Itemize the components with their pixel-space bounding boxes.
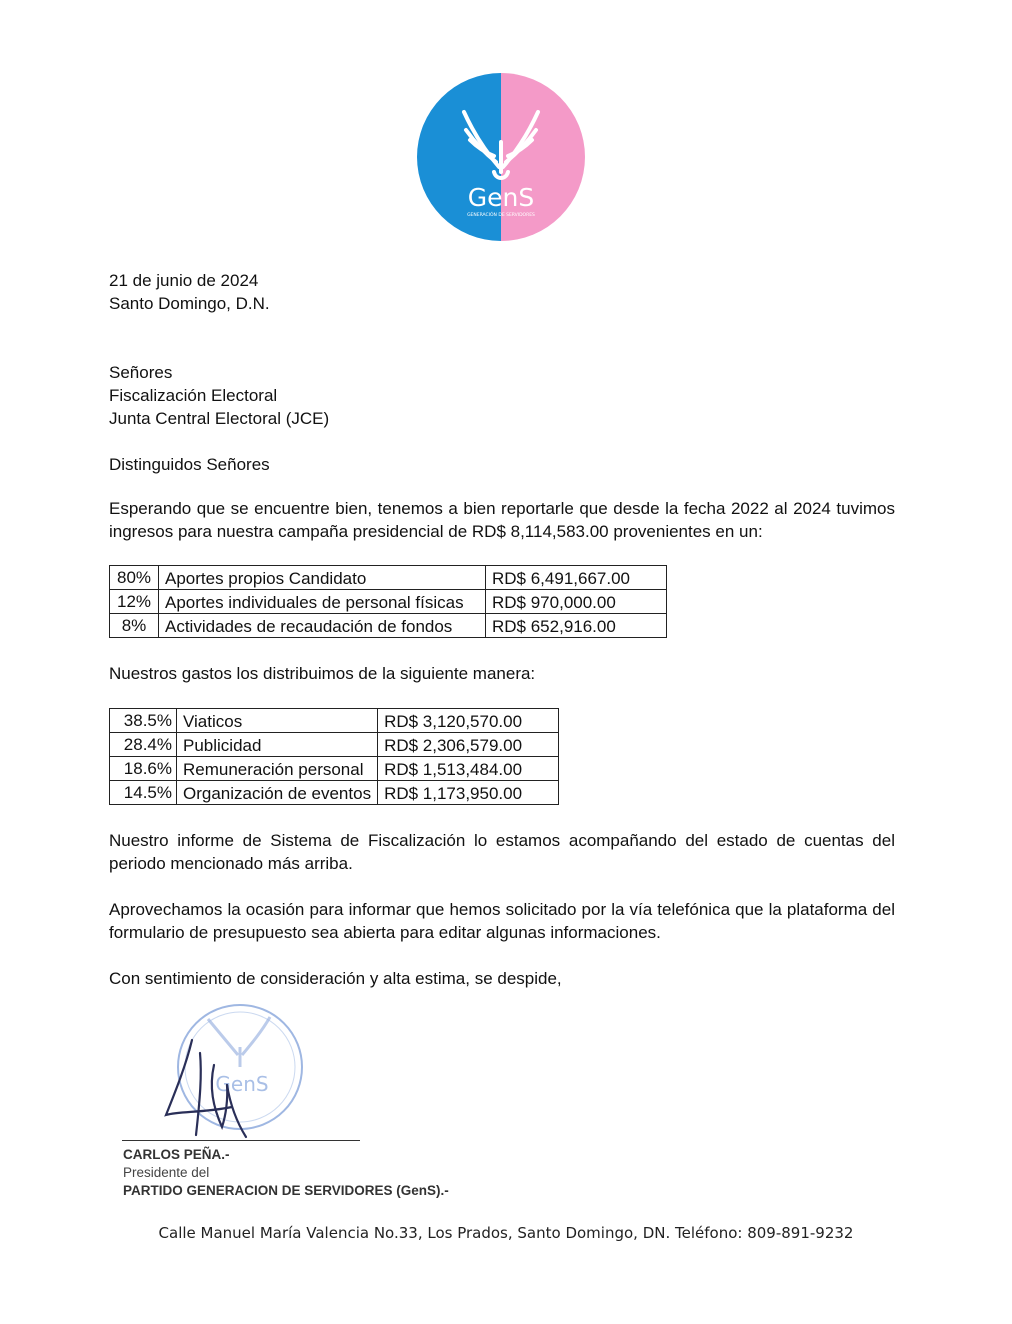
expenses-table [109, 708, 559, 805]
salutation: Distinguidos Señores [109, 455, 270, 474]
signer-name: CARLOS PEÑA.- [123, 1147, 230, 1162]
table-row [110, 757, 559, 781]
income-desc: Actividades de recaudación de fondos [159, 614, 486, 638]
signature-line [122, 1140, 360, 1141]
table-row [110, 733, 559, 757]
expense-pct: 14.5% [110, 781, 177, 805]
signer-party: PARTIDO GENERACION DE SERVIDORES (GenS).- [123, 1183, 449, 1198]
table-row [110, 781, 559, 805]
paragraph-expenses: Nuestros gastos los distribuimos de la siguiente manera: [109, 664, 536, 683]
logo-subtitle: GENERACIÓN DE SERVIDORES [467, 213, 535, 218]
place-line: Santo Domingo, D.N. [109, 294, 270, 313]
income-desc: Aportes individuales de personal físicas [159, 590, 486, 614]
recipient-line-2: Fiscalización Electoral [109, 386, 278, 405]
income-pct: 8% [110, 614, 159, 638]
table-row [110, 709, 559, 733]
logo-text: GenS [467, 183, 535, 212]
signer-title: Presidente del [123, 1165, 210, 1180]
recipient-line-1: Señores [109, 363, 173, 382]
expense-desc: Remuneración personal [177, 757, 378, 781]
table-row [110, 590, 667, 614]
closing-line: Con sentimiento de consideración y alta estima, se despide, [109, 969, 562, 988]
income-pct: 80% [110, 566, 159, 590]
footer-address: Calle Manuel María Valencia No.33, Los Prados, Santo Domingo, DN. Teléfono: 809-891-9232 [158, 1224, 854, 1242]
date-line: 21 de junio de 2024 [109, 271, 259, 290]
expense-desc: Publicidad [177, 733, 378, 757]
gens-logo [416, 72, 586, 242]
expense-pct: 18.6% [110, 757, 177, 781]
expense-amount: RD$ 3,120,570.00 [378, 709, 559, 733]
income-desc: Aportes propios Candidato [159, 566, 486, 590]
expense-pct: 28.4% [110, 733, 177, 757]
stamp-text: GenS [215, 1072, 269, 1096]
paragraph-request: Aprovechamos la ocasión para informar que hemos solicitado por la vía telefónica que la plataforma del formulario de presupuesto sea abierta para editar algunas informaciones. [109, 900, 895, 942]
table-row [110, 566, 667, 590]
income-amount: RD$ 6,491,667.00 [486, 566, 667, 590]
expense-amount: RD$ 1,513,484.00 [378, 757, 559, 781]
stamp-wings-icon [208, 1017, 270, 1067]
expense-pct: 38.5% [110, 709, 177, 733]
expense-desc: Organización de eventos [177, 781, 378, 805]
recipient-line-3: Junta Central Electoral (JCE) [109, 409, 330, 428]
signature-stamp [110, 995, 440, 1145]
income-table [109, 565, 667, 638]
paragraph-income: Esperando que se encuentre bien, tenemos a bien reportarle que desde la fecha 2022 al 2024 tuvimos ingresos para nuestra campaña presidencial de RD$ 8,114,583.00 provenientes en un: [109, 499, 895, 541]
expense-amount: RD$ 2,306,579.00 [378, 733, 559, 757]
table-row [110, 614, 667, 638]
income-pct: 12% [110, 590, 159, 614]
income-amount: RD$ 970,000.00 [486, 590, 667, 614]
expense-desc: Viaticos [177, 709, 378, 733]
paragraph-report: Nuestro informe de Sistema de Fiscalización lo estamos acompañando del estado de cuentas del periodo mencionado más arriba. [109, 831, 895, 873]
income-amount: RD$ 652,916.00 [486, 614, 667, 638]
expense-amount: RD$ 1,173,950.00 [378, 781, 559, 805]
